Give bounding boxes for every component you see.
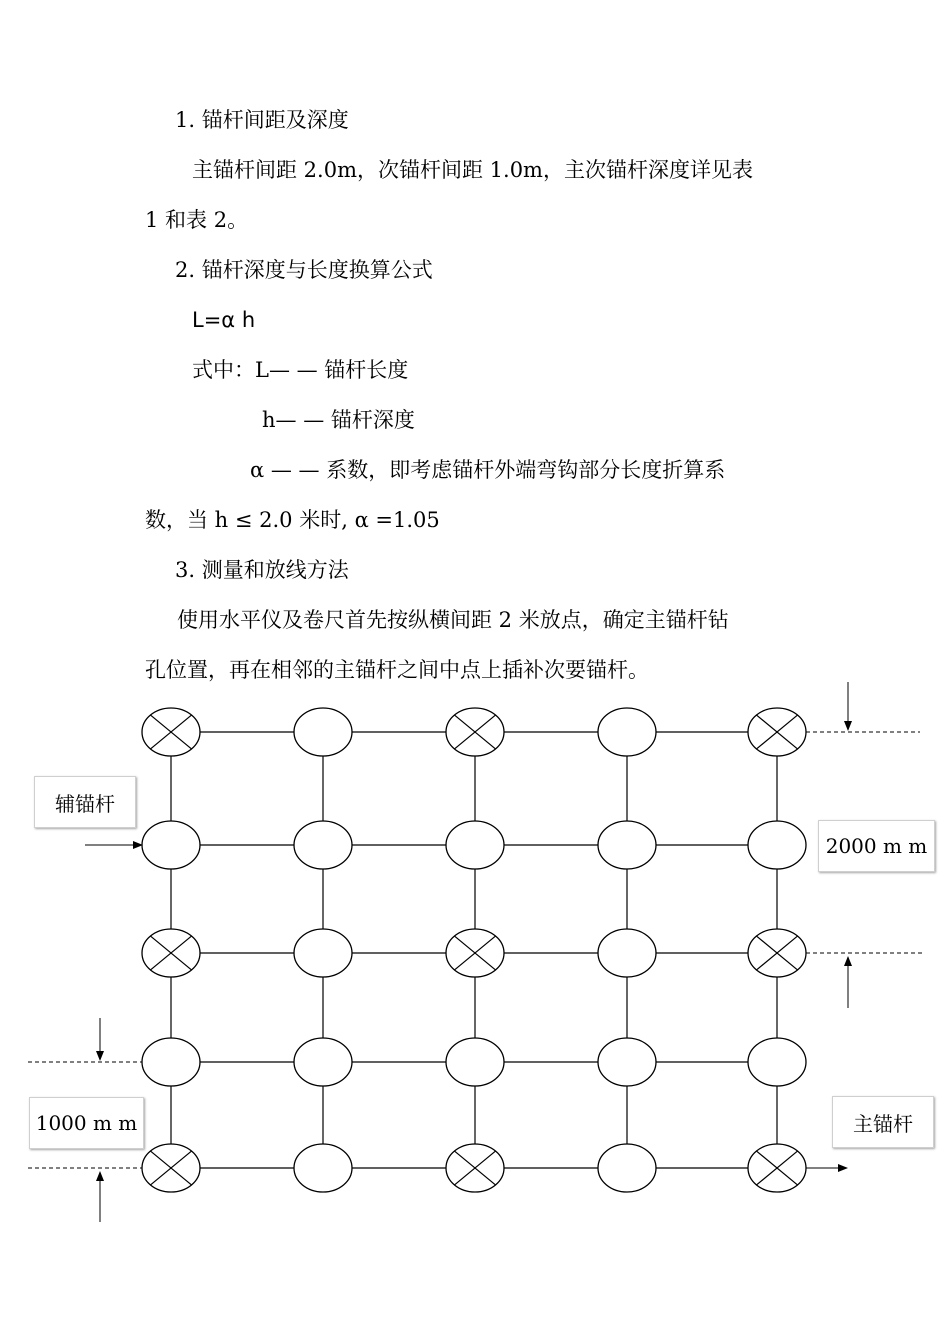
main-anchor-node <box>142 708 200 756</box>
main-anchor-node <box>142 1144 200 1192</box>
definition-alpha-continued: 数，当 h ≤ 2.0 米时, α =1.05 <box>145 508 440 532</box>
main-anchor-node <box>142 929 200 977</box>
secondary-anchor-node <box>598 821 656 869</box>
definition-alpha: α — — 系数，即考虑锚杆外端弯钩部分长度折算系 <box>250 458 726 482</box>
main-anchor-node <box>446 929 504 977</box>
heading-conversion-formula: 2. 锚杆深度与长度换算公式 <box>175 258 433 282</box>
main-anchor-node <box>446 708 504 756</box>
secondary-anchor-node <box>294 929 352 977</box>
secondary-anchor-node <box>598 929 656 977</box>
main-anchor-node <box>748 929 806 977</box>
secondary-anchor-node <box>748 821 806 869</box>
secondary-anchor-node <box>446 1038 504 1086</box>
secondary-anchor-node <box>598 708 656 756</box>
main-anchor-node <box>446 1144 504 1192</box>
secondary-anchor-node <box>598 1038 656 1086</box>
label-spacing-1000: 1000 m m <box>29 1097 144 1149</box>
grid-nodes <box>142 708 806 1192</box>
secondary-anchor-node <box>294 1038 352 1086</box>
main-anchor-node <box>748 708 806 756</box>
paragraph-survey-line-2: 孔位置，再在相邻的主锚杆之间中点上插补次要锚杆。 <box>145 658 649 682</box>
secondary-anchor-node <box>294 821 352 869</box>
secondary-anchor-node <box>598 1144 656 1192</box>
label-spacing-2000: 2000 m m <box>818 820 935 872</box>
heading-survey-method: 3. 测量和放线方法 <box>175 558 349 582</box>
definition-h: h— — 锚杆深度 <box>262 408 415 432</box>
main-anchor-node <box>748 1144 806 1192</box>
secondary-anchor-node <box>142 1038 200 1086</box>
secondary-anchor-node <box>748 1038 806 1086</box>
heading-anchor-spacing: 1. 锚杆间距及深度 <box>175 108 349 132</box>
secondary-anchor-node <box>446 821 504 869</box>
formula: L=α h <box>192 308 256 332</box>
label-main-anchor: 主锚杆 <box>832 1096 934 1148</box>
paragraph-spacing-line-1: 主锚杆间距 2.0m，次锚杆间距 1.0m，主次锚杆深度详见表 <box>192 158 753 182</box>
definition-L: 式中：L— — 锚杆长度 <box>192 358 409 382</box>
label-secondary-anchor: 辅锚杆 <box>34 776 136 828</box>
secondary-anchor-node <box>294 1144 352 1192</box>
secondary-anchor-node <box>294 708 352 756</box>
secondary-anchor-node <box>142 821 200 869</box>
paragraph-survey-line-1: 使用水平仪及卷尺首先按纵横间距 2 米放点，确定主锚杆钻 <box>177 608 729 632</box>
paragraph-spacing-line-2: 1 和表 2。 <box>145 208 249 232</box>
